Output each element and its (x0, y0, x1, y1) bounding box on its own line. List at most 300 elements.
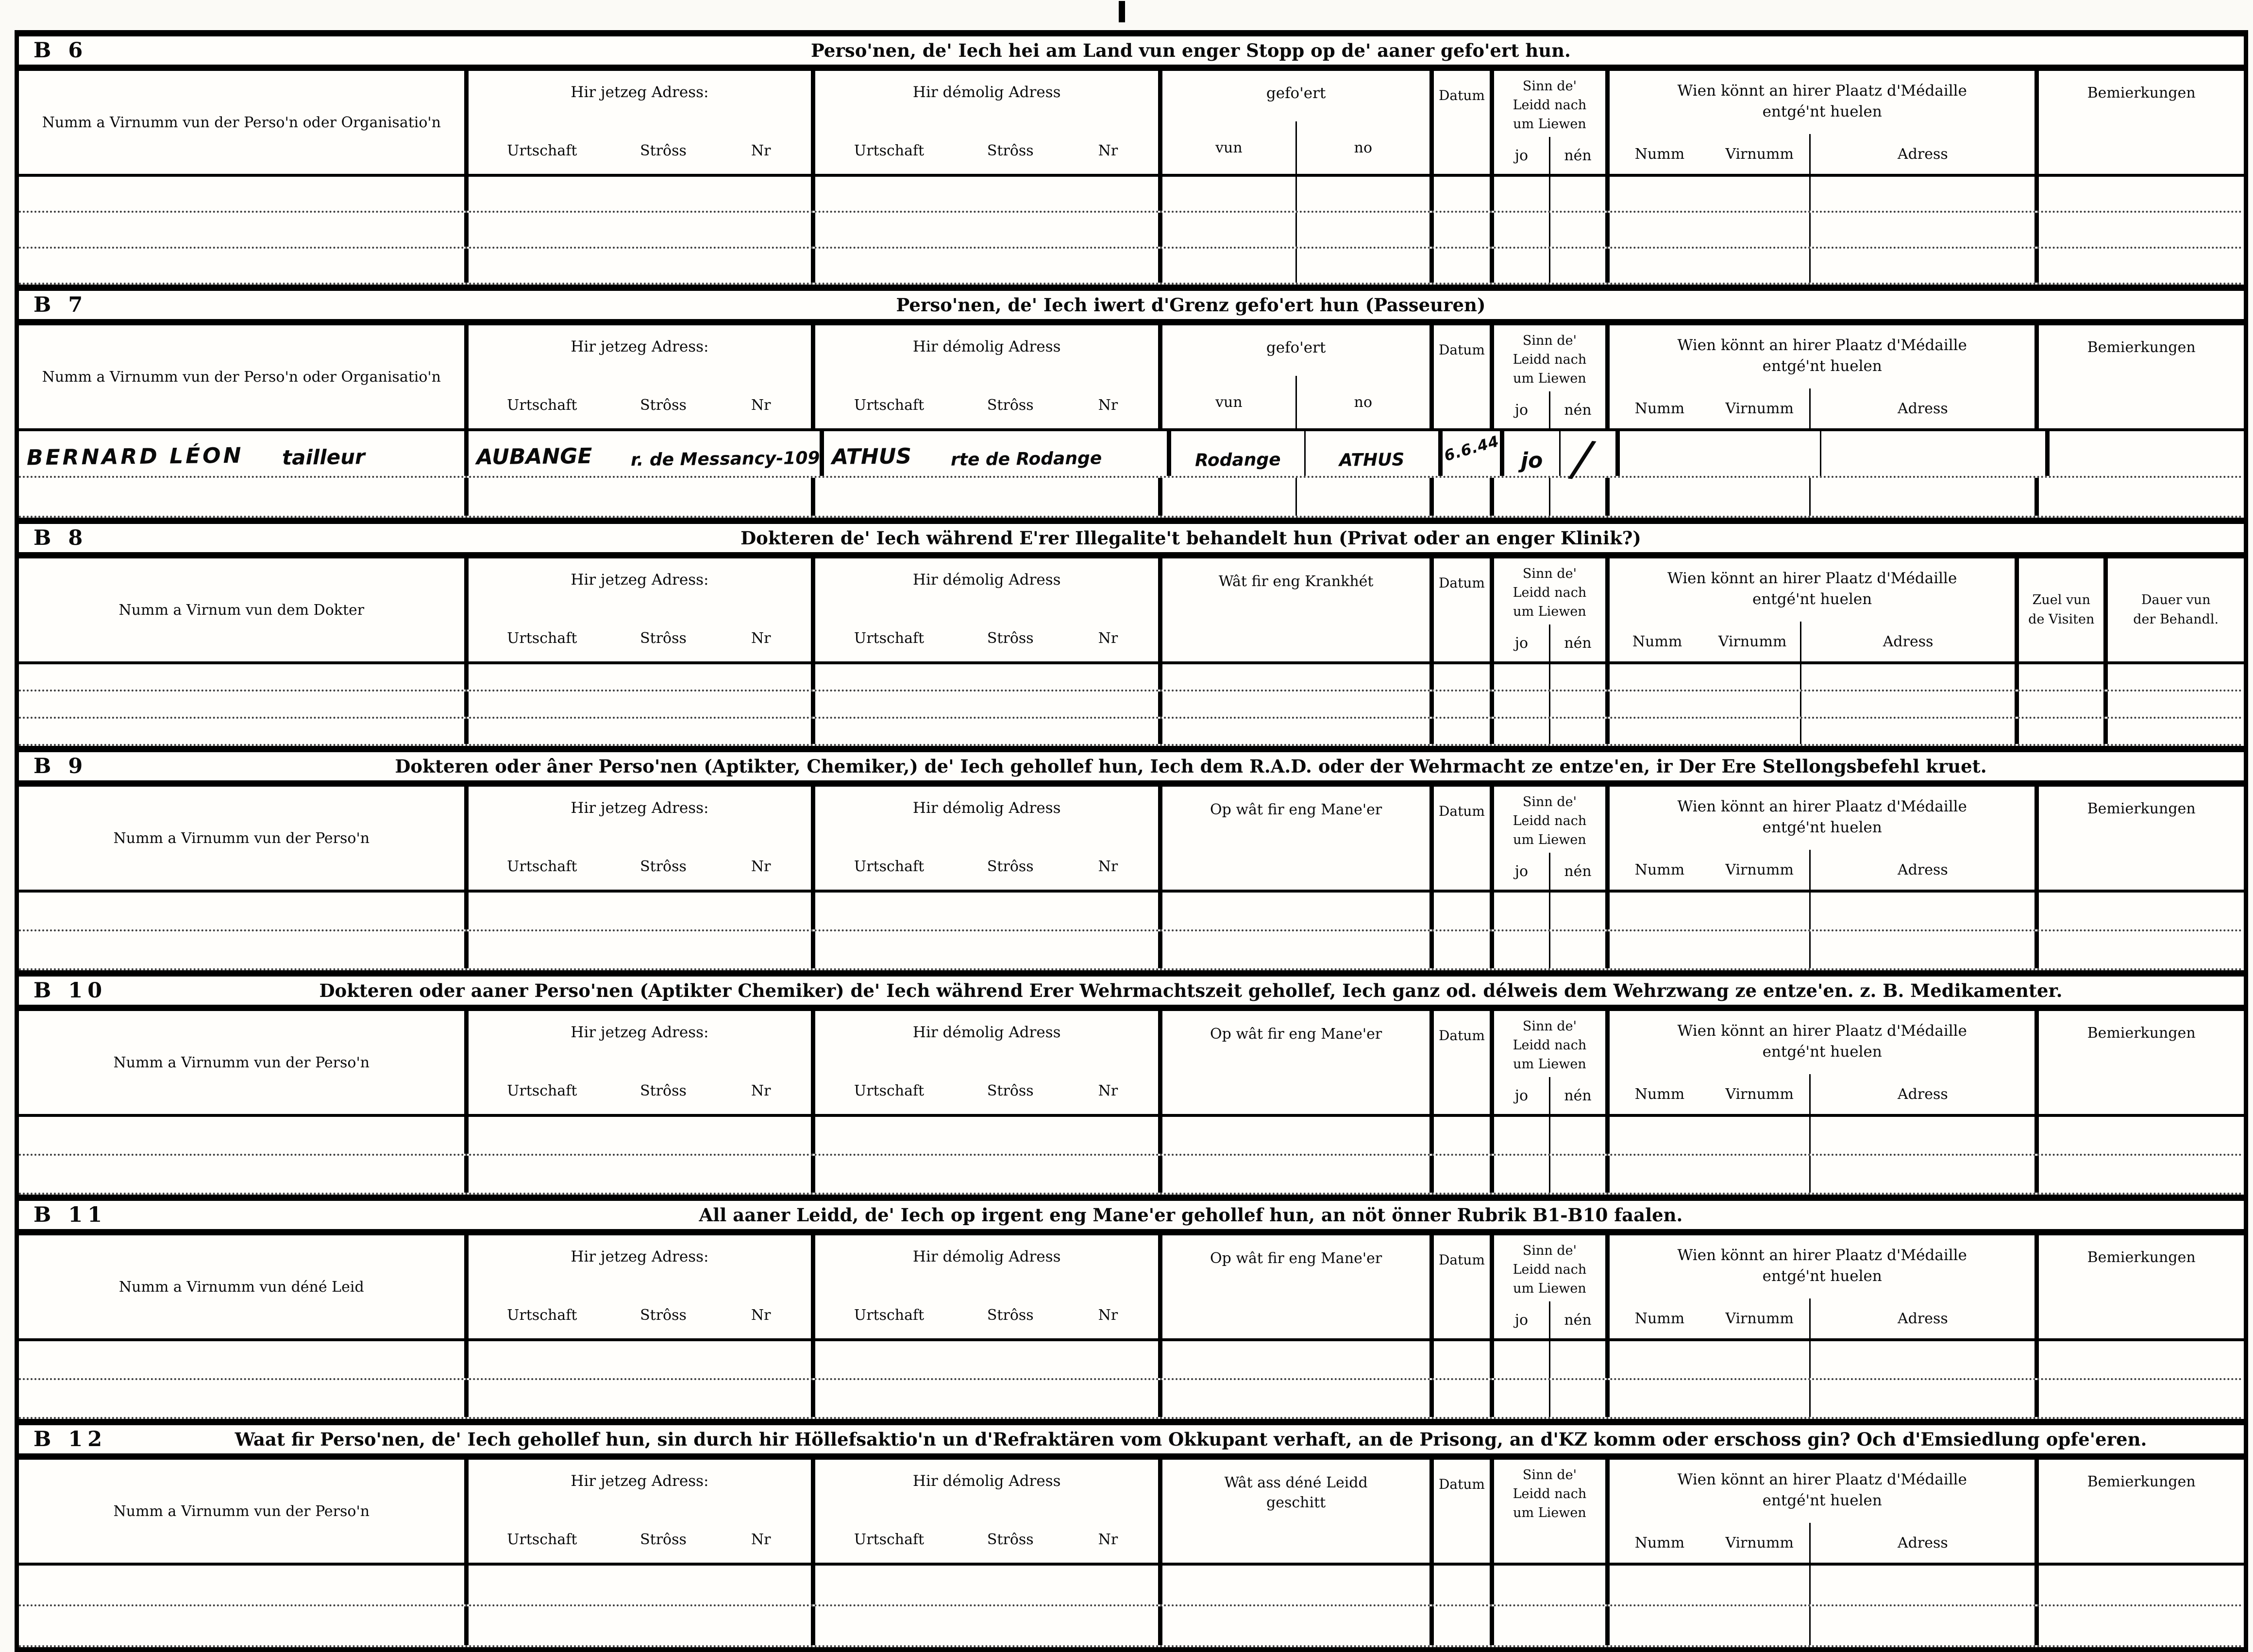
datum-label: Datum (1438, 87, 1485, 103)
former-address-title: Hir démolig Adress (912, 84, 1061, 101)
data-row (19, 213, 2244, 249)
row-action-to-cell (1295, 213, 1430, 247)
row-former-address-cell (815, 719, 1162, 744)
row-current-address-cell (469, 213, 816, 247)
row-alive-nen-cell (1549, 213, 1605, 247)
row-name-cell (19, 931, 469, 968)
row-action-halves (1162, 213, 1429, 247)
col-former-address (815, 558, 1162, 661)
section-title-row (19, 524, 2244, 558)
row-medal-parts (1620, 431, 2045, 476)
form-section (19, 30, 2244, 285)
current-address-sub-stross: Strôss (640, 1307, 687, 1324)
alive-yes: jo (1514, 1087, 1529, 1104)
col-action (1162, 1011, 1434, 1114)
section-title-row (19, 291, 2244, 325)
medal-subheaders (1610, 388, 2034, 428)
data-rows (19, 893, 2244, 970)
alive-no: nén (1549, 1301, 1605, 1338)
col-action (1162, 1460, 1434, 1563)
current-address-title: Hir jetzeg Adress: (571, 338, 709, 355)
former-address-title: Hir démolig Adress (912, 1248, 1061, 1265)
action-plain-1: Wât ass déné Leidd (1224, 1474, 1368, 1491)
current-address-sub-nr: Nr (751, 1307, 771, 1324)
column-header-row (19, 71, 2244, 177)
alive-title (1494, 558, 1605, 621)
data-row (19, 1156, 2244, 1195)
row-alive-halves (1494, 893, 1605, 929)
current-address-sub-nr: Nr (751, 858, 771, 875)
row-remarks-cell (2039, 249, 2244, 283)
form-section (19, 285, 2244, 518)
row-medal-parts (1610, 1341, 2034, 1378)
alive-line-2: Leidd nach (1513, 813, 1587, 829)
row-former-address-cell (815, 1156, 1162, 1193)
alive-line-1: Sinn de' (1522, 333, 1577, 348)
alive-title (1494, 1235, 1605, 1298)
row-alive-halves (1494, 1380, 1605, 1417)
row-name-cell (19, 719, 469, 744)
medal-adress: Adress (1809, 1298, 2034, 1338)
row-action-from-cell (1162, 177, 1295, 211)
row-action-cell (1162, 664, 1434, 690)
entry-from: Rodange (1194, 450, 1281, 471)
medal-title (1610, 1235, 2034, 1287)
column-header-row (19, 1011, 2244, 1117)
row-name-cell (19, 1380, 469, 1417)
row-datum-cell (1434, 177, 1494, 211)
datum-label: Datum (1438, 1476, 1485, 1492)
section-title-row (19, 977, 2244, 1011)
row-former-address-cell (815, 664, 1162, 690)
alive-title (1494, 1011, 1605, 1074)
row-medal-adress-cell (1809, 1156, 2034, 1193)
row-alive-cell (1494, 931, 1610, 968)
row-remarks-cell (2039, 213, 2244, 247)
col-medal (1610, 558, 2019, 661)
name-column-label: Numm a Virnum vun dem Dokter (118, 601, 365, 619)
former-address-sub-stross: Strôss (987, 142, 1034, 159)
alive-sub-row (1494, 624, 1605, 661)
row-medal-adress-cell (1809, 249, 2034, 283)
col-action (1162, 71, 1434, 174)
row-medal-adress-cell (1809, 1566, 2034, 1604)
former-address-subheaders (818, 142, 1155, 159)
action-col-plain (1162, 558, 1429, 592)
data-row (19, 1341, 2244, 1380)
medal-line-1: Wien könnt an hirer Plaatz d'Médaille (1677, 82, 1967, 100)
row-action-to-cell (1295, 177, 1430, 211)
row-current-address-cell (469, 431, 824, 476)
former-address-subheaders (818, 1307, 1155, 1324)
alive-sub-row (1494, 1077, 1605, 1114)
row-medal-cell (1620, 431, 2049, 476)
data-row (19, 691, 2244, 719)
current-address-sub-nr: Nr (751, 142, 771, 159)
former-address-sub-urtschaft: Urtschaft (854, 1531, 925, 1548)
row-alive-jo-cell (1494, 931, 1549, 968)
medal-adress: Adress (1809, 850, 2034, 890)
row-action-cell (1162, 893, 1434, 929)
section-title: Dokteren oder aaner Perso'nen (Aptikter Chemiker) de' Iech während Erer Wehrmachtszeit gehollef, Iech ganz od. délweis dem Wehrzwang ze entze'en. z. B. Medikamenter. (319, 980, 2063, 1001)
form-sections-container (19, 30, 2244, 1647)
col-medal (1610, 787, 2039, 890)
medal-line-2: entgé'nt huelen (1762, 1492, 1882, 1510)
alive-line-2: Leidd nach (1513, 98, 1587, 113)
medal-virnumm: Virnumm (1725, 861, 1794, 878)
action-to: no (1295, 121, 1430, 174)
current-address-subheaders (471, 858, 808, 875)
row-medal-name-cell (1610, 691, 1800, 717)
medal-sub-left (1610, 850, 1809, 890)
row-alive-halves (1494, 1117, 1605, 1154)
alive-line-1: Sinn de' (1522, 79, 1577, 94)
row-action-cell (1162, 177, 1434, 211)
row-alive-cell (1494, 478, 1610, 516)
row-current-address-cell (469, 1156, 816, 1193)
row-medal-parts (1610, 664, 2015, 690)
col-current-address (469, 325, 816, 428)
row-alive-nen-cell (1549, 893, 1605, 929)
row-medal-cell (1610, 691, 2019, 717)
row-former-address-cell (815, 691, 1162, 717)
col-former-address (815, 325, 1162, 428)
row-alive-nen-cell (1549, 177, 1605, 211)
alive-sub-row (1494, 853, 1605, 890)
action-col-plain (1162, 787, 1429, 820)
row-alive-nen-cell (1549, 1341, 1605, 1378)
former-address-sub-nr: Nr (1098, 397, 1118, 414)
name-column-label: Numm a Virnumm vun der Perso'n (113, 1054, 370, 1071)
row-former-address-cell (815, 213, 1162, 247)
former-address-sub-stross: Strôss (987, 397, 1034, 414)
row-medal-adress-cell (1809, 931, 2034, 968)
medal-adress: Adress (1809, 388, 2034, 428)
col-datum (1434, 325, 1494, 428)
row-medal-name-cell (1610, 1606, 1809, 1645)
row-alive-halves (1494, 177, 1605, 211)
alive-no: nén (1549, 853, 1605, 890)
row-medal-parts (1610, 1117, 2034, 1154)
medal-subheaders (1610, 1523, 2034, 1563)
current-address-sub-stross: Strôss (640, 630, 687, 647)
current-address-title: Hir jetzeg Adress: (571, 84, 709, 101)
row-medal-adress-cell (1809, 213, 2034, 247)
row-action-halves (1162, 249, 1429, 283)
col-alive (1494, 787, 1610, 890)
row-name-cell (19, 691, 469, 717)
alive-sub-row (1494, 391, 1605, 428)
data-row (19, 1117, 2244, 1156)
medal-subheaders (1610, 134, 2034, 174)
column-header-row (19, 1460, 2244, 1566)
row-medal-name-cell (1610, 1341, 1809, 1378)
col-datum (1434, 558, 1494, 661)
row-alive-cell (1494, 1341, 1610, 1378)
medal-sub-left (1610, 622, 1800, 661)
data-rows (19, 1566, 2244, 1647)
row-action-cell (1171, 431, 1443, 476)
col-name (19, 787, 469, 890)
alive-line-3: um Liewen (1513, 1057, 1586, 1072)
former-address-subheaders (818, 1531, 1155, 1548)
current-address-sub-stross: Strôss (640, 1531, 687, 1548)
alive-line-3: um Liewen (1513, 604, 1586, 620)
row-name-cell (19, 1341, 469, 1378)
row-datum-cell (1434, 691, 1494, 717)
data-row (19, 931, 2244, 970)
col-alive (1494, 1235, 1610, 1338)
row-medal-cell (1610, 213, 2039, 247)
row-alive-jo-cell (1494, 177, 1549, 211)
current-address-sub-stross: Strôss (640, 397, 687, 414)
row-action-from-cell (1162, 478, 1295, 516)
row-alive-cell (1494, 1117, 1610, 1154)
former-address-title: Hir démolig Adress (912, 571, 1061, 589)
row-alive-jo-cell (1494, 691, 1549, 717)
current-address-sub-stross: Strôss (640, 858, 687, 875)
medal-line-1: Wien könnt an hirer Plaatz d'Médaille (1677, 1022, 1967, 1040)
medal-virnumm: Virnumm (1725, 400, 1794, 417)
row-alive-jo-cell (1494, 1341, 1549, 1378)
medal-virnumm: Virnumm (1725, 1085, 1794, 1103)
visits-label-2: de Visiten (2028, 612, 2095, 627)
form-section (19, 1419, 2244, 1647)
former-address-sub-nr: Nr (1098, 1531, 1118, 1548)
row-medal-cell (1610, 1156, 2039, 1193)
row-remarks-cell (2039, 1606, 2244, 1645)
data-rows (19, 664, 2244, 746)
medal-title (1610, 558, 2015, 610)
entry-datum: 6.6.44 (1442, 432, 1501, 465)
section-id: B 10 (34, 978, 107, 1003)
name-column-label: Numm a Virnumm vun der Perso'n oder Organisatio'n (42, 368, 441, 386)
former-address-title: Hir démolig Adress (912, 799, 1061, 817)
row-current-address-cell (469, 478, 816, 516)
row-medal-adress-cell (1800, 664, 2015, 690)
row-remarks-cell (2039, 1380, 2244, 1417)
alive-line-2: Leidd nach (1513, 1262, 1587, 1278)
row-medal-adress-cell (1809, 1341, 2034, 1378)
former-address-title: Hir démolig Adress (912, 1472, 1061, 1490)
row-former-address-cell (815, 249, 1162, 283)
column-header-row (19, 325, 2244, 431)
action-plain-1: Op wât fir eng Mane'er (1210, 801, 1382, 818)
row-alive-cell (1494, 664, 1610, 690)
section-id: B 8 (34, 526, 88, 550)
former-address-subheaders (818, 630, 1155, 647)
current-address-sub-urtschaft: Urtschaft (507, 1307, 577, 1324)
alive-sub-row (1494, 137, 1605, 174)
current-address-sub-stross: Strôss (640, 142, 687, 159)
col-current-address (469, 1235, 816, 1338)
current-address-title: Hir jetzeg Adress: (571, 1472, 709, 1490)
col-duration (2108, 558, 2244, 661)
former-address-sub-stross: Strôss (987, 858, 1034, 875)
alive-line-1: Sinn de' (1522, 1019, 1577, 1034)
row-medal-parts (1610, 478, 2034, 516)
row-medal-cell (1610, 1566, 2039, 1604)
former-address-sub-urtschaft: Urtschaft (854, 1082, 925, 1099)
row-medal-name-cell (1610, 478, 1809, 516)
row-name-cell (19, 1156, 469, 1193)
alive-no: nén (1549, 137, 1605, 174)
row-alive-cell (1494, 691, 1610, 717)
row-medal-adress-cell (1820, 431, 2045, 476)
row-medal-cell (1610, 177, 2039, 211)
data-rows (19, 431, 2244, 518)
row-alive-nen-cell (1549, 249, 1605, 283)
row-name-cell (19, 1117, 469, 1154)
row-alive-nen-cell (1549, 931, 1605, 968)
alive-line-2: Leidd nach (1513, 1038, 1587, 1053)
row-action-cell (1162, 1156, 1434, 1193)
row-datum-cell (1434, 1117, 1494, 1154)
medal-numm: Numm (1634, 861, 1685, 878)
current-address-subheaders (471, 1307, 808, 1324)
row-alive-cell (1494, 1156, 1610, 1193)
row-remarks-cell (2050, 431, 2253, 476)
alive-line-3: um Liewen (1513, 1281, 1586, 1297)
col-medal (1610, 1460, 2039, 1563)
action-title: gefo'ert (1266, 339, 1326, 356)
medal-numm: Numm (1634, 400, 1685, 417)
row-medal-name-cell (1610, 249, 1809, 283)
medal-virnumm: Virnumm (1725, 1534, 1794, 1551)
col-alive (1494, 325, 1610, 428)
row-datum-cell (1434, 1156, 1494, 1193)
row-medal-parts (1610, 1156, 2034, 1193)
section-title-row (19, 752, 2244, 787)
alive-yes: jo (1514, 1311, 1529, 1329)
medal-line-2: entgé'nt huelen (1762, 1043, 1882, 1061)
action-plain-1: Op wât fir eng Mane'er (1210, 1026, 1382, 1043)
form-section (19, 518, 2244, 746)
row-medal-name-cell (1610, 719, 1800, 744)
alive-yes: jo (1514, 401, 1529, 419)
row-medal-cell (1610, 664, 2019, 690)
row-medal-name-cell (1610, 664, 1800, 690)
row-alive-cell (1494, 177, 1610, 211)
action-col-plain (1162, 1011, 1429, 1045)
row-duration-cell (2108, 664, 2244, 690)
row-current-address-cell (469, 931, 816, 968)
medal-numm: Numm (1634, 1310, 1685, 1327)
medal-title (1610, 325, 2034, 377)
entry-alive: jo (1520, 448, 1543, 473)
former-address-title: Hir démolig Adress (912, 338, 1061, 355)
data-row (19, 1606, 2244, 1647)
row-name-cell (19, 213, 469, 247)
row-medal-cell (1610, 931, 2039, 968)
medal-sub-left (1610, 134, 1809, 174)
row-action-cell (1162, 1341, 1434, 1378)
row-datum-cell (1434, 931, 1494, 968)
section-id: B 7 (34, 293, 88, 317)
current-address-title: Hir jetzeg Adress: (571, 1024, 709, 1041)
section-id: B 12 (34, 1427, 107, 1451)
row-medal-name-cell (1610, 1156, 1809, 1193)
row-action-to-cell (1304, 431, 1439, 476)
row-action-cell (1162, 1380, 1434, 1417)
row-alive-halves (1494, 691, 1605, 717)
row-datum-cell (1434, 719, 1494, 744)
row-alive-halves (1494, 664, 1605, 690)
section-title: Perso'nen, de' Iech hei am Land vun enger Stopp op de' aaner gefo'ert hun. (811, 40, 1571, 61)
row-former-address-cell (815, 1606, 1162, 1645)
medal-numm: Numm (1634, 1534, 1685, 1551)
medal-subheaders (1610, 1298, 2034, 1338)
alive-no: nén (1549, 1077, 1605, 1114)
data-rows (19, 1341, 2244, 1419)
action-from: vun (1215, 393, 1243, 411)
row-alive-nen-cell (1549, 1380, 1605, 1417)
col-action (1162, 787, 1434, 890)
row-medal-parts (1610, 249, 2034, 283)
action-subheaders (1162, 376, 1429, 428)
section-id: B 11 (34, 1203, 107, 1227)
data-row (19, 429, 2244, 488)
col-datum (1434, 787, 1494, 890)
row-medal-adress-cell (1809, 893, 2034, 929)
column-header-row (19, 558, 2244, 664)
medal-adress: Adress (1800, 622, 2015, 661)
row-alive-jo-cell (1494, 664, 1549, 690)
former-address-sub-nr: Nr (1098, 142, 1118, 159)
col-remarks (2039, 1011, 2244, 1114)
row-alive-cell (1504, 429, 1620, 488)
row-medal-parts (1610, 893, 2034, 929)
row-alive-halves (1494, 1341, 1605, 1378)
row-current-address-cell (469, 893, 816, 929)
action-col-plain (1162, 1460, 1429, 1513)
medal-line-2: entgé'nt huelen (1762, 819, 1882, 837)
alive-no: nén (1549, 624, 1605, 661)
row-medal-adress-cell (1809, 1380, 2034, 1417)
data-row (19, 1380, 2244, 1419)
medal-line-2: entgé'nt huelen (1762, 1267, 1882, 1285)
row-action-halves (1162, 478, 1429, 516)
row-medal-parts (1610, 1606, 2034, 1645)
former-address-sub-stross: Strôss (987, 1082, 1034, 1099)
form-section (19, 970, 2244, 1195)
alive-yes: jo (1514, 634, 1529, 652)
col-current-address (469, 787, 816, 890)
remarks-label: Bemierkungen (2087, 84, 2196, 101)
row-name-cell (19, 1606, 469, 1645)
data-row (19, 1566, 2244, 1606)
former-address-subheaders (818, 858, 1155, 875)
col-alive (1494, 71, 1610, 174)
data-row (19, 664, 2244, 691)
data-rows (19, 177, 2244, 285)
row-medal-cell (1610, 478, 2039, 516)
alive-line-1: Sinn de' (1522, 566, 1577, 581)
row-alive-nen-cell (1549, 1117, 1605, 1154)
col-former-address (815, 71, 1162, 174)
row-name-cell (19, 431, 469, 476)
col-medal (1610, 325, 2039, 428)
row-medal-name-cell (1610, 1117, 1809, 1154)
row-medal-parts (1610, 213, 2034, 247)
data-row (19, 893, 2244, 931)
row-action-cell (1162, 719, 1434, 744)
row-medal-adress-cell (1800, 719, 2015, 744)
row-alive-jo-cell (1504, 431, 1559, 476)
entry-to: ATHUS (1339, 450, 1405, 471)
row-alive-jo-cell (1494, 213, 1549, 247)
current-address-sub-urtschaft: Urtschaft (507, 858, 577, 875)
